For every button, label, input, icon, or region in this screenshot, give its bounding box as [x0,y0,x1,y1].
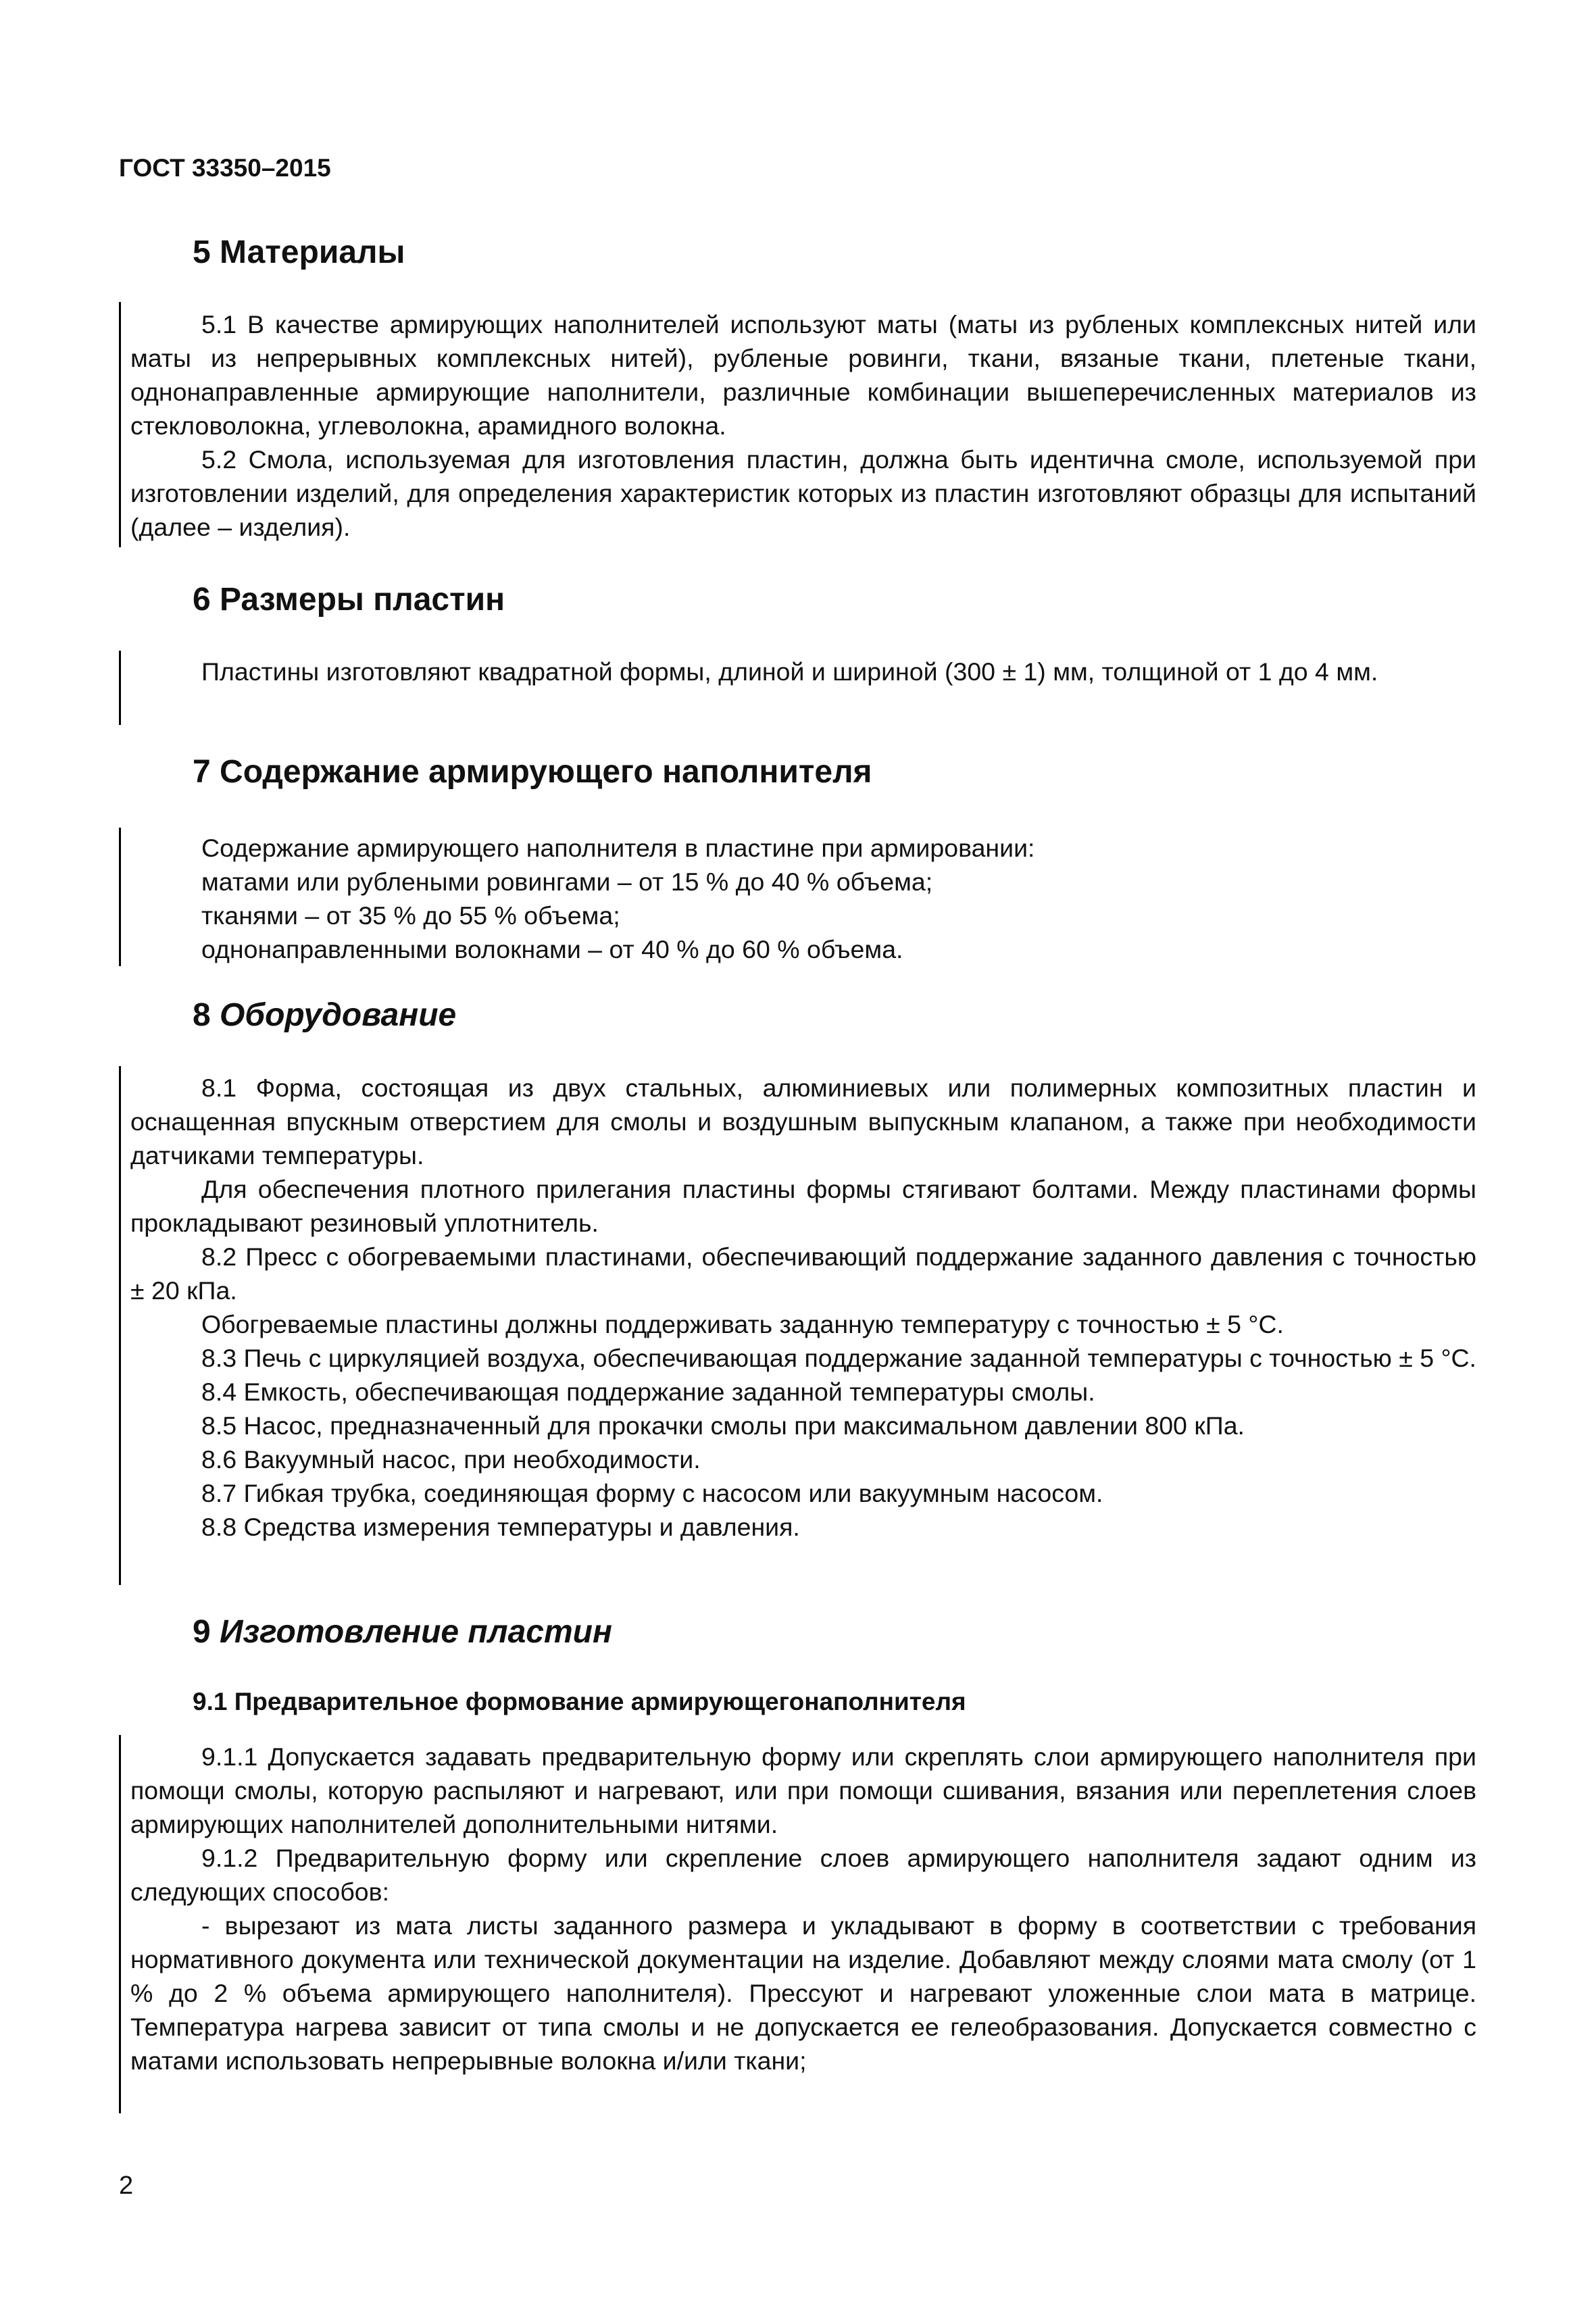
paragraph-8-3: 8.3 Печь с циркуляцией воздуха, обеспечивающая поддержание заданной температуры с точностью ± 5 °С. [201,1344,1476,1372]
change-bar [119,1735,121,2113]
paragraph-8-8: 8.8 Средства измерения температуры и давления. [201,1513,800,1541]
paragraph-5-2: 5.2 Смола, используемая для изготовления пластин, должна быть идентична смоле, используемой при изготовлении изделий, для определения характеристик которых из пластин изготовляют образцы для испытаний (далее – изделия). [130,445,1476,541]
section-5-heading: 5 Материалы [193,234,405,270]
change-bar [119,651,121,725]
document-header: ГОСТ 33350–2015 [119,154,331,182]
content-line: Содержание армирующего наполнителя в пластине при армировании: [201,834,1035,862]
section-9-title: Изготовление пластин [220,1614,612,1650]
paragraph-8-5: 8.5 Насос, предназначенный для прокачки смолы при максимальном давлении 800 кПа. [201,1411,1245,1440]
section-6-heading: 6 Размеры пластин [193,582,505,618]
paragraph-9-1-2-item: - вырезают из мата листы заданного размера и укладывают в форму в соответствии с требования нормативного документа или технической документации на изделие. Добавляют между слоями мата смолу (от 1 % до 2 % объема армирующего наполнителя). Прессуют и нагревают уложенные слои мата в матрице. Температура нагрева зависит от типа смолы и не допускается ее гелеобразования. Допускается совместно с матами использовать непрерывные волокна и/или ткани; [130,1911,1476,2075]
content-line: матами или рублеными ровингами – от 15 % до 40 % объема; [201,867,933,896]
content-line: однонаправленными волокнами – от 40 % до 60 % объема. [201,935,903,963]
section-9-number: 9 [193,1614,211,1650]
subsection-9-1-heading: 9.1 Предварительное формование армирующегонаполнителя [193,1688,966,1715]
section-9-body [130,1740,1476,2078]
paragraph-9-1-2: 9.1.2 Предварительную форму или скрепление слоев армирующего наполнителя задают одним из следующих способов: [130,1844,1476,1906]
paragraph-8-4: 8.4 Емкость, обеспечивающая поддержание заданной температуры смолы. [201,1378,1095,1406]
section-8-heading [193,997,456,1034]
paragraph-5-1: 5.1 В качестве армирующих наполнителей используют маты (маты из рубленых комплексных нитей или маты из непрерывных комплексных нитей), рубленые ровинги, ткани, вязаные ткани, плетеные ткани, однонаправленные армирующие наполнители, различные комбинации вышеперечисленных материалов из стекловолокна, углеволокна, арамидного волокна. [130,310,1476,440]
content-line: тканями – от 35 % до 55 % объема; [201,901,620,930]
change-bar [119,1066,121,1585]
paragraph-8-1-cont: Для обеспечения плотного прилегания пластины формы стягивают болтами. Между пластинами формы прокладывают резиновый уплотнитель. [130,1175,1476,1237]
section-9-heading [193,1613,612,1651]
paragraph-8-2-cont: Обогреваемые пластины должны поддерживать заданную температуру с точностью ± 5 °С. [201,1310,1284,1338]
section-8-title: Оборудование [220,997,457,1033]
change-bar [119,302,121,547]
paragraph-9-1-1: 9.1.1 Допускается задавать предварительную форму или скреплять слои армирующего наполнителя при помощи смолы, которую распыляют и нагревают, или при помощи сшивания, вязания или переплетения слоев армирующих наполнителей дополнительными нитями. [130,1742,1476,1838]
change-bar [119,828,121,966]
section-6-body [130,655,1476,688]
section-8-number: 8 [193,997,211,1033]
paragraph-8-2: 8.2 Пресс с обогреваемыми пластинами, обеспечивающий поддержание заданного давления с точностью ± 20 кПа. [130,1242,1476,1305]
section-8-body [130,1071,1476,1544]
paragraph-6: Пластины изготовляют квадратной формы, длиной и шириной (300 ± 1) мм, толщиной от 1 до 4 мм. [201,657,1378,686]
section-7-heading: 7 Содержание армирующего наполнителя [193,754,872,790]
paragraph-8-7: 8.7 Гибкая трубка, соединяющая форму с насосом или вакуумным насосом. [201,1479,1103,1507]
section-5-body [130,307,1476,544]
paragraph-8-1: 8.1 Форма, состоящая из двух стальных, алюминиевых или полимерных композитных пластин и оснащенная впускным отверстием для смолы и воздушным выпускным клапаном, а также при необходимости датчиками температуры. [130,1074,1476,1169]
section-7-body [130,831,1476,966]
page-number: 2 [119,2171,134,2200]
paragraph-8-6: 8.6 Вакуумный насос, при необходимости. [201,1445,701,1474]
